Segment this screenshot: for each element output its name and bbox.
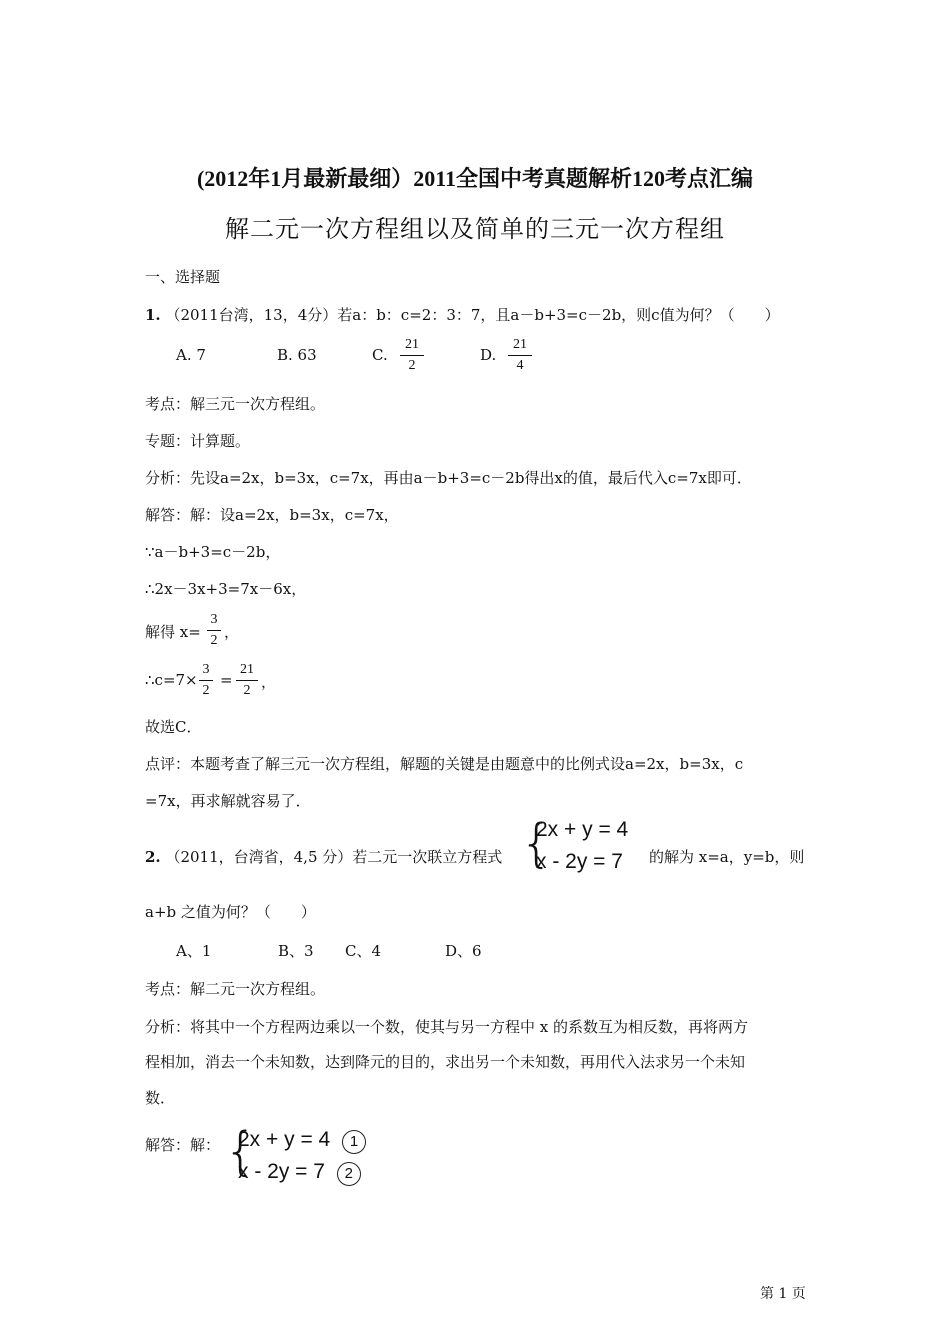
q1-step2: ∴2x－3x+3=7x－6x， [145, 580, 307, 598]
equation-marker-1: 1 [342, 1130, 366, 1154]
fraction-bar [508, 355, 532, 356]
denominator: 2 [210, 633, 218, 648]
denominator: 4 [516, 358, 524, 373]
numerator: 21 [513, 337, 527, 352]
option-c-fraction [400, 336, 424, 375]
q2-jieda: 解答：解： [145, 1136, 221, 1154]
q1-zhuanti: 专题：计算题。 [145, 432, 251, 450]
numerator: 3 [202, 662, 210, 677]
solution-equation-system [224, 1124, 384, 1190]
question-stem-line2: a+b 之值为何？（ ） [145, 903, 316, 921]
q1-kaodian: 考点：解三元一次方程组。 [145, 395, 326, 413]
option-b: B. 63 [277, 346, 317, 364]
numerator: 21 [240, 662, 254, 677]
q1-dianping-line1: 点评：本题考查了解三元一次方程组，解题的关键是由题意中的比例式设a=2x，b=3x，c [145, 755, 744, 773]
q1-jieda: 解答：解：设a=2x，b=3x，c=7x， [145, 506, 399, 524]
brace-glyph: { [224, 1122, 258, 1182]
question-stem: （2011台湾，13，4分）若a：b：c=2：3：7，且a－b+3=c－2b，则c值为何？（ ） [165, 306, 780, 324]
solution-equation-1 [238, 1128, 366, 1154]
page-number: 第 1 页 [760, 1286, 806, 1302]
q2-fenxi-line2: 程相加，消去一个未知数，达到降元的目的，求出另一个未知数，再用代入法求另一个未知 [145, 1053, 746, 1071]
equation-marker-2: 2 [337, 1162, 361, 1186]
solution-equation-2 [238, 1160, 361, 1186]
q2-fenxi-line1: 分析：将其中一个方程两边乘以一个数，使其与另一方程中 x 的系数互为相反数，再将两方 [145, 1018, 748, 1036]
option-a: A. 7 [176, 346, 206, 364]
question-stem-suffix: 的解为 x=a，y=b，则 [649, 848, 805, 866]
option-d-fraction [508, 336, 532, 375]
document-title: (2012年1月最新最细）2011全国中考真题解析120考点汇编 [196, 166, 754, 191]
option-d: D、6 [445, 942, 482, 960]
equation-system [520, 816, 640, 880]
q1-step4-equals: = [220, 671, 233, 689]
equation-2: x - 2y = 7 [536, 850, 623, 873]
q1-dianping-line2: =7x，再求解就容易了． [145, 792, 311, 810]
denominator: 2 [408, 358, 416, 373]
fraction-bar [236, 680, 258, 681]
q1-step4-fraction-1 [199, 661, 213, 700]
equation-text: 2x + y = 4 [238, 1128, 331, 1151]
q1-fenxi: 分析：先设a=2x，b=3x，c=7x，再由a－b+3=c－2b得出x的值，最后代入c=7x即可． [145, 469, 752, 487]
fraction-bar [207, 630, 221, 631]
option-c: C、4 [345, 942, 382, 960]
q1-step3-suffix: ， [224, 623, 240, 641]
q1-step1: ∵a－b+3=c－2b， [145, 543, 281, 561]
equation-text: x - 2y = 7 [238, 1160, 325, 1183]
q1-guxuan: 故选C． [145, 718, 202, 736]
brace-glyph: { [520, 814, 554, 874]
denominator: 2 [243, 683, 251, 698]
numerator: 3 [210, 612, 218, 627]
question-number: 1. [145, 306, 161, 324]
option-d-label: D. [480, 346, 497, 364]
question-1 [145, 304, 780, 325]
q1-step3-fraction [207, 611, 221, 650]
q2-kaodian: 考点：解二元一次方程组。 [145, 980, 326, 998]
q2-fenxi-line3: 数． [145, 1089, 176, 1107]
question-number: 2. [145, 848, 161, 866]
option-a: A、1 [176, 942, 212, 960]
q1-step4-suffix: ， [261, 673, 277, 691]
q1-step4-prefix: ∴c=7× [145, 671, 198, 689]
fraction-bar [199, 680, 213, 681]
numerator: 21 [405, 337, 419, 352]
q1-step3-prefix: 解得 x= [145, 623, 201, 641]
option-b: B、3 [278, 942, 314, 960]
fraction-bar [400, 355, 424, 356]
question-stem-prefix: （2011，台湾省，4,5 分）若二元一次联立方程式 [165, 848, 503, 866]
equation-1: 2x + y = 4 [536, 818, 629, 841]
section-heading: 一、选择题 [145, 268, 221, 286]
question-2 [145, 846, 502, 867]
q1-step4-fraction-2 [236, 661, 258, 700]
denominator: 2 [202, 683, 210, 698]
option-c-label: C. [372, 346, 388, 364]
document-subtitle: 解二元一次方程组以及简单的三元一次方程组 [225, 215, 725, 243]
